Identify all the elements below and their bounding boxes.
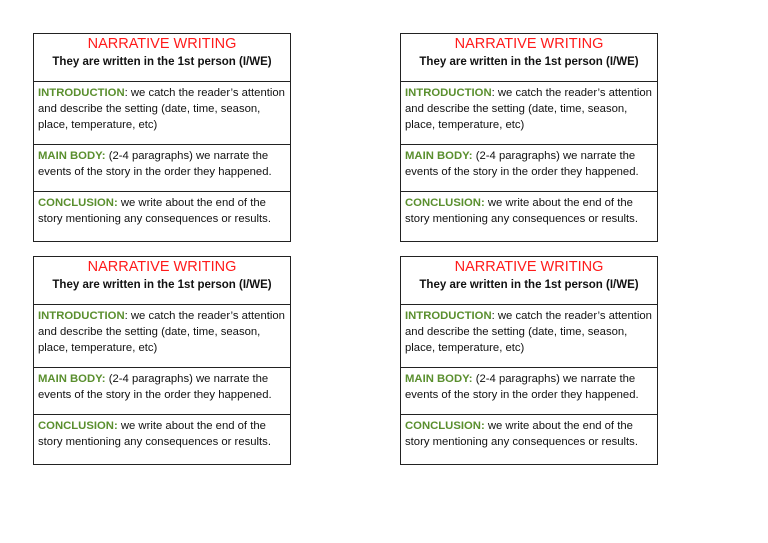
conclusion-section	[401, 415, 657, 464]
conclusion-text: we write about the end of the story mentioning any consequences or results.	[405, 420, 638, 448]
conclusion-label: CONCLUSION:	[405, 420, 485, 432]
introduction-section	[34, 82, 290, 145]
main-body-text: (2-4 paragraphs) we narrate the events of the story in the order they happened.	[38, 373, 272, 401]
introduction-separator: :	[124, 310, 128, 322]
main-body-label: MAIN BODY:	[405, 373, 473, 385]
conclusion-section	[34, 415, 290, 464]
conclusion-label: CONCLUSION:	[405, 197, 485, 209]
narrative-card	[400, 33, 658, 242]
narrative-card	[400, 256, 658, 465]
introduction-label: INTRODUCTION	[38, 87, 125, 99]
introduction-label: INTRODUCTION	[405, 310, 492, 322]
narrative-card	[33, 33, 291, 242]
introduction-separator: :	[491, 310, 495, 322]
introduction-section	[401, 82, 657, 145]
card-subtitle: They are written in the 1st person (I/WE)	[52, 279, 272, 291]
card-header	[401, 34, 657, 82]
introduction-separator: :	[124, 87, 128, 99]
card-subtitle: They are written in the 1st person (I/WE)	[52, 56, 272, 68]
card-subtitle: They are written in the 1st person (I/WE)	[419, 279, 639, 291]
main-body-label: MAIN BODY:	[405, 150, 473, 162]
introduction-section	[34, 305, 290, 368]
card-title: NARRATIVE WRITING	[87, 36, 237, 52]
card-header	[34, 34, 290, 82]
introduction-separator: :	[491, 87, 495, 99]
introduction-section	[401, 305, 657, 368]
main-body-text: (2-4 paragraphs) we narrate the events of the story in the order they happened.	[405, 150, 639, 178]
card-title: NARRATIVE WRITING	[87, 259, 237, 275]
main-body-text: (2-4 paragraphs) we narrate the events of the story in the order they happened.	[405, 373, 639, 401]
introduction-text: we catch the reader’s attention and describe the setting (date, time, season, place, temperature, etc)	[405, 310, 652, 354]
conclusion-section	[401, 192, 657, 241]
card-title: NARRATIVE WRITING	[454, 259, 604, 275]
introduction-text: we catch the reader’s attention and describe the setting (date, time, season, place, temperature, etc)	[38, 310, 285, 354]
narrative-card	[33, 256, 291, 465]
introduction-label: INTRODUCTION	[38, 310, 125, 322]
conclusion-text: we write about the end of the story mentioning any consequences or results.	[405, 197, 638, 225]
card-header	[401, 257, 657, 305]
conclusion-label: CONCLUSION:	[38, 420, 118, 432]
introduction-text: we catch the reader’s attention and describe the setting (date, time, season, place, temperature, etc)	[38, 87, 285, 131]
conclusion-text: we write about the end of the story mentioning any consequences or results.	[38, 197, 271, 225]
card-title: NARRATIVE WRITING	[454, 36, 604, 52]
main-body-section	[34, 145, 290, 192]
card-header	[34, 257, 290, 305]
card-subtitle: They are written in the 1st person (I/WE)	[419, 56, 639, 68]
introduction-label: INTRODUCTION	[405, 87, 492, 99]
main-body-section	[401, 145, 657, 192]
main-body-label: MAIN BODY:	[38, 150, 106, 162]
main-body-text: (2-4 paragraphs) we narrate the events of the story in the order they happened.	[38, 150, 272, 178]
main-body-section	[34, 368, 290, 415]
conclusion-label: CONCLUSION:	[38, 197, 118, 209]
conclusion-text: we write about the end of the story mentioning any consequences or results.	[38, 420, 271, 448]
introduction-text: we catch the reader’s attention and describe the setting (date, time, season, place, temperature, etc)	[405, 87, 652, 131]
conclusion-section	[34, 192, 290, 241]
main-body-section	[401, 368, 657, 415]
main-body-label: MAIN BODY:	[38, 373, 106, 385]
